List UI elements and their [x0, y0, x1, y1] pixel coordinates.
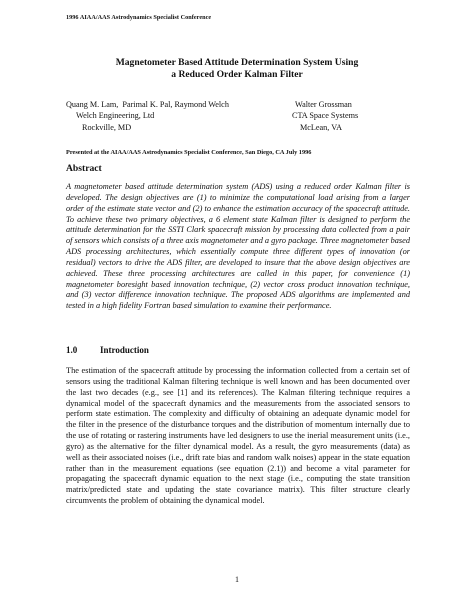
title-line-2: a Reduced Order Kalman Filter — [171, 69, 303, 80]
author-location-left: Rockville, MD — [82, 122, 132, 132]
author-names-right: Walter Grossman — [295, 100, 352, 109]
abstract-text: A magnetometer based attitude determination system (ADS) using a reduced order Kalman filter is developed. The design objectives are (1) to minimize the computational load arising from a larger order of the estimate state vector and (2) to enhance the estimation accuracy of the spacecraft attitude. To achieve these two primary objectives, a 6 element state Kalman filter is designed to perform the attitude determination for the SSTI Clark spacecraft mission by processing data collected from a pair of sensors which consists of a three axis magnetometer and a gyro package. Three magnetometer based ADS processing architectures, which essentially compute three different types of innovation (or residual) vectors to drive the ADS filter, are developed to insure that the above design objectives are achieved. These three processing architectures are called in this paper, for convenience (1) magnetometer boresight based innovation technique, (2) vector cross product innovation technique, and (3) vector difference innovation technique. The proposed ADS algorithms are implemented and tested in a high fidelity Fortran based simulation to examine their performance. — [66, 182, 410, 311]
author-affiliation-left: Welch Engineering, Ltd — [76, 111, 155, 121]
author-names-left: Quang M. Lam, Parimal K. Pal, Raymond Welch — [66, 100, 229, 109]
presented-at-note: Presented at the AIAA/AAS Astrodynamics Specialist Conference, San Diego, CA July 1996 — [66, 149, 312, 156]
introduction-text: The estimation of the spacecraft attitude by processing the information collected from a certain set of sensors using the traditional Kalman filtering technique is well known and has been documented over the last two decades (e.g., see [1] and its references). The Kalman filtering technique requires a dynamical model of the spacecraft dynamics and the measurements from the associated sensors to perform state estimation. The complexity and difficulty of obtaining an adequate dynamic model for the filter in the presence of the disturbance torques and the distribution of momentum internally due to the use of rotating or rastering instruments have led designers to use the inerial measurement units (i.e., gyro) as the alternative for the filter dynamical model. As a result, the gyro measurements (data) as well as their associated noises (i.e., drift rate bias and random walk noises) appear in the state equation rather than in the measurement equations (see equation (2.1)) and become a vital parameter for propagating the spacecraft dynamic equation to the next stage (i.e., computing the state transition matrix/predicted state and updating the state covariance matrix). This filter structure clearly circumvents the problem of obtaining the dynamical model. — [66, 366, 410, 506]
author-affiliation-right: CTA Space Systems — [292, 111, 359, 121]
page-number: 1 — [235, 575, 239, 584]
paper-title — [0, 57, 474, 81]
section-heading-introduction — [66, 345, 149, 355]
abstract-heading: Abstract — [66, 163, 102, 174]
author-block-left — [66, 99, 229, 133]
author-block-right — [292, 99, 358, 133]
section-title: Introduction — [100, 345, 149, 355]
section-number: 1.0 — [66, 345, 78, 355]
author-location-right: McLean, VA — [300, 122, 342, 132]
title-line-1: Magnetometer Based Attitude Determination System Using — [115, 57, 359, 68]
conference-header: 1996 AIAA/AAS Astrodynamics Specialist Conference — [66, 14, 212, 21]
